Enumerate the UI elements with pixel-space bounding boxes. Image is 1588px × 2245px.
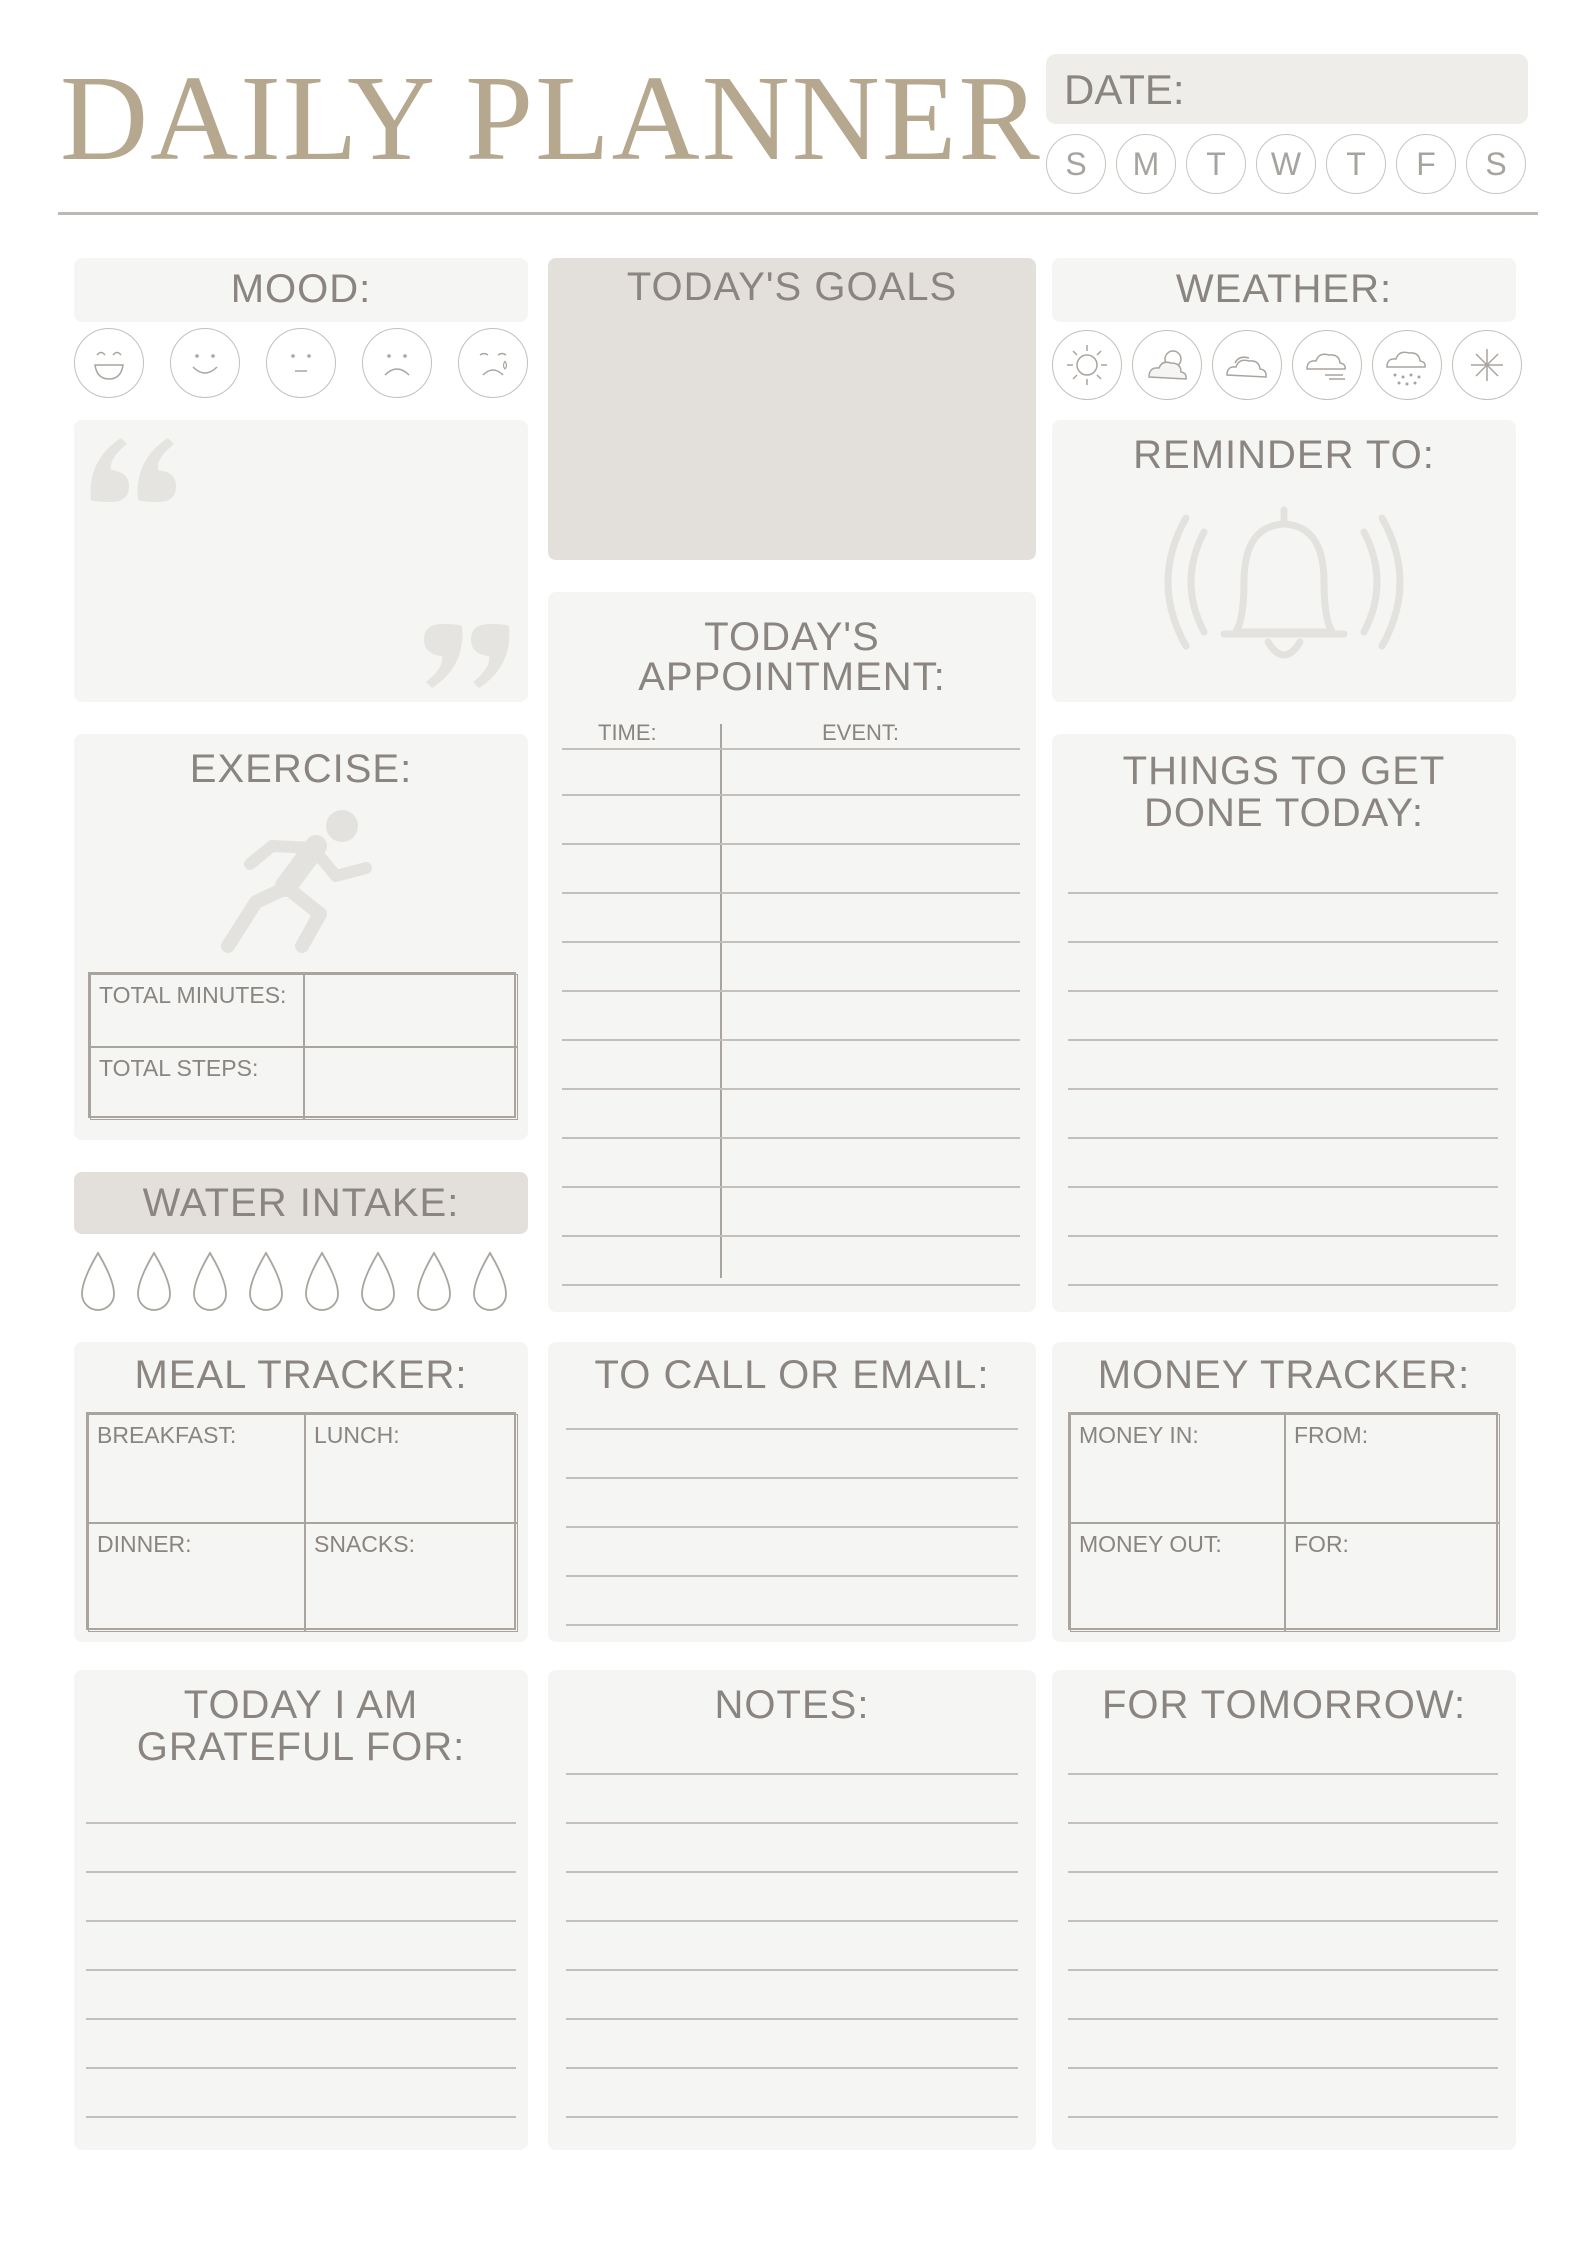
mood-header <box>74 258 528 322</box>
windy-icon[interactable] <box>1292 330 1362 400</box>
appointment-time-header: TIME: <box>598 720 657 745</box>
tomorrow-panel <box>1052 1670 1516 2150</box>
appointment-row-line[interactable] <box>562 1137 1020 1139</box>
meal-table <box>86 1412 516 1630</box>
appointment-row-line[interactable] <box>562 843 1020 845</box>
mood-icons <box>74 328 528 398</box>
weather-header <box>1052 258 1516 322</box>
tomorrow-line[interactable] <box>1068 1920 1498 1922</box>
call-line[interactable] <box>566 1624 1018 1626</box>
mood-title: MOOD: <box>230 267 372 311</box>
total-minutes-field[interactable] <box>304 974 518 1047</box>
appointment-row-line[interactable] <box>562 1284 1020 1286</box>
reminder-panel[interactable] <box>1052 420 1516 702</box>
total-minutes-label: TOTAL MINUTES: <box>90 974 304 1047</box>
water-drop-icon[interactable] <box>358 1250 398 1312</box>
water-drops <box>78 1250 510 1312</box>
notes-title: NOTES: <box>714 1683 870 1727</box>
money-panel <box>1052 1342 1516 1642</box>
crying-face-icon[interactable] <box>458 328 528 398</box>
running-person-icon <box>216 806 386 956</box>
day-saturday[interactable]: S <box>1466 134 1526 194</box>
grateful-title-line1: TODAY I AM <box>183 1683 419 1727</box>
water-drop-icon[interactable] <box>414 1250 454 1312</box>
todo-title-line1: THINGS TO GET <box>1122 749 1446 793</box>
laughing-face-icon[interactable] <box>74 328 144 398</box>
cloudy-icon[interactable] <box>1212 330 1282 400</box>
appointment-row-line[interactable] <box>562 1235 1020 1237</box>
appointment-row-line[interactable] <box>562 748 1020 750</box>
quote-panel[interactable] <box>74 420 528 702</box>
todo-panel <box>1052 734 1516 1312</box>
money-in-cell[interactable]: MONEY IN: <box>1070 1414 1285 1523</box>
call-line[interactable] <box>566 1477 1018 1479</box>
tomorrow-line[interactable] <box>1068 2067 1498 2069</box>
day-tuesday[interactable]: T <box>1186 134 1246 194</box>
close-quote-icon <box>414 616 514 696</box>
sad-face-icon[interactable] <box>362 328 432 398</box>
notes-line[interactable] <box>566 1871 1018 1873</box>
appointment-panel <box>548 592 1036 1312</box>
todo-line[interactable] <box>1068 941 1498 943</box>
tomorrow-line[interactable] <box>1068 2116 1498 2118</box>
call-title: TO CALL OR EMAIL: <box>594 1353 990 1397</box>
water-title: WATER INTAKE: <box>142 1181 460 1225</box>
page-title: DAILY PLANNER <box>60 51 1042 186</box>
day-friday[interactable]: F <box>1396 134 1456 194</box>
goals-title: TODAY'S GOALS <box>626 265 958 309</box>
appointment-row-line[interactable] <box>562 990 1020 992</box>
meal-panel <box>74 1342 528 1642</box>
todo-line[interactable] <box>1068 892 1498 894</box>
notes-line[interactable] <box>566 2018 1018 2020</box>
appointment-row-line[interactable] <box>562 1039 1020 1041</box>
date-label: DATE: <box>1064 66 1185 113</box>
tomorrow-line[interactable] <box>1068 1969 1498 1971</box>
water-drop-icon[interactable] <box>134 1250 174 1312</box>
grateful-line[interactable] <box>86 1822 516 1824</box>
water-drop-icon[interactable] <box>470 1250 510 1312</box>
day-sunday[interactable]: S <box>1046 134 1106 194</box>
appointment-column-divider <box>720 724 722 1278</box>
todo-line[interactable] <box>1068 1039 1498 1041</box>
day-thursday[interactable]: T <box>1326 134 1386 194</box>
snow-icon[interactable] <box>1452 330 1522 400</box>
header-divider <box>58 212 1538 215</box>
exercise-title: EXERCISE: <box>189 747 413 791</box>
appointment-title-line1: TODAY'S <box>704 615 880 659</box>
tomorrow-line[interactable] <box>1068 1822 1498 1824</box>
appointment-row-line[interactable] <box>562 892 1020 894</box>
water-drop-icon[interactable] <box>246 1250 286 1312</box>
goals-panel[interactable] <box>548 258 1036 560</box>
weather-title: WEATHER: <box>1175 267 1393 311</box>
todo-line[interactable] <box>1068 1137 1498 1139</box>
grateful-line[interactable] <box>86 1871 516 1873</box>
grateful-line[interactable] <box>86 1920 516 1922</box>
total-steps-label: TOTAL STEPS: <box>90 1047 304 1120</box>
weather-icons <box>1052 330 1522 400</box>
weekday-selector <box>1046 134 1526 194</box>
grateful-line[interactable] <box>86 2018 516 2020</box>
todo-line[interactable] <box>1068 990 1498 992</box>
tomorrow-title: FOR TOMORROW: <box>1101 1683 1467 1727</box>
money-table <box>1068 1412 1498 1630</box>
day-wednesday[interactable]: W <box>1256 134 1316 194</box>
notes-line[interactable] <box>566 1773 1018 1775</box>
dinner-cell[interactable]: DINNER: <box>88 1523 305 1632</box>
notes-line[interactable] <box>566 1920 1018 1922</box>
tomorrow-line[interactable] <box>1068 2018 1498 2020</box>
appointment-event-header: EVENT: <box>822 720 900 745</box>
water-drop-icon[interactable] <box>302 1250 342 1312</box>
breakfast-cell[interactable]: BREAKFAST: <box>88 1414 305 1523</box>
day-monday[interactable]: M <box>1116 134 1176 194</box>
sun-icon[interactable] <box>1052 330 1122 400</box>
appointment-row-line[interactable] <box>562 794 1020 796</box>
appointment-row-line[interactable] <box>562 941 1020 943</box>
appointment-row-line[interactable] <box>562 1186 1020 1188</box>
notes-line[interactable] <box>566 2067 1018 2069</box>
money-out-cell[interactable]: MONEY OUT: <box>1070 1523 1285 1632</box>
reminder-title: REMINDER TO: <box>1133 433 1435 477</box>
call-panel <box>548 1342 1036 1642</box>
tomorrow-line[interactable] <box>1068 1871 1498 1873</box>
todo-line[interactable] <box>1068 1186 1498 1188</box>
call-line[interactable] <box>566 1575 1018 1577</box>
rain-icon[interactable] <box>1372 330 1442 400</box>
notes-line[interactable] <box>566 1822 1018 1824</box>
notes-line[interactable] <box>566 1969 1018 1971</box>
grateful-panel <box>74 1670 528 2150</box>
snacks-cell[interactable]: SNACKS: <box>305 1523 518 1632</box>
appointment-title-line2: APPOINTMENT: <box>638 655 946 699</box>
exercise-table <box>88 972 516 1118</box>
water-drop-icon[interactable] <box>78 1250 118 1312</box>
todo-line[interactable] <box>1068 1284 1498 1286</box>
notes-panel <box>548 1670 1036 2150</box>
neutral-face-icon[interactable] <box>266 328 336 398</box>
money-title: MONEY TRACKER: <box>1097 1353 1471 1397</box>
tomorrow-line[interactable] <box>1068 1773 1498 1775</box>
meal-title: MEAL TRACKER: <box>134 1353 468 1397</box>
total-steps-field[interactable] <box>304 1047 518 1120</box>
exercise-panel <box>74 734 528 1140</box>
for-cell[interactable]: FOR: <box>1285 1523 1500 1632</box>
bell-icon <box>1164 502 1404 682</box>
appointment-row-line[interactable] <box>562 1088 1020 1090</box>
lunch-cell[interactable]: LUNCH: <box>305 1414 518 1523</box>
open-quote-icon <box>86 430 186 510</box>
notes-line[interactable] <box>566 2116 1018 2118</box>
grateful-line[interactable] <box>86 2116 516 2118</box>
call-line[interactable] <box>566 1428 1018 1430</box>
from-cell[interactable]: FROM: <box>1285 1414 1500 1523</box>
partly-cloudy-icon[interactable] <box>1132 330 1202 400</box>
water-drop-icon[interactable] <box>190 1250 230 1312</box>
grateful-line[interactable] <box>86 2067 516 2069</box>
call-line[interactable] <box>566 1526 1018 1528</box>
grateful-title-line2: GRATEFUL FOR: <box>136 1725 466 1769</box>
todo-line[interactable] <box>1068 1088 1498 1090</box>
todo-line[interactable] <box>1068 1235 1498 1237</box>
smiling-face-icon[interactable] <box>170 328 240 398</box>
todo-title-line2: DONE TODAY: <box>1144 791 1424 835</box>
grateful-line[interactable] <box>86 1969 516 1971</box>
water-header <box>74 1172 528 1234</box>
